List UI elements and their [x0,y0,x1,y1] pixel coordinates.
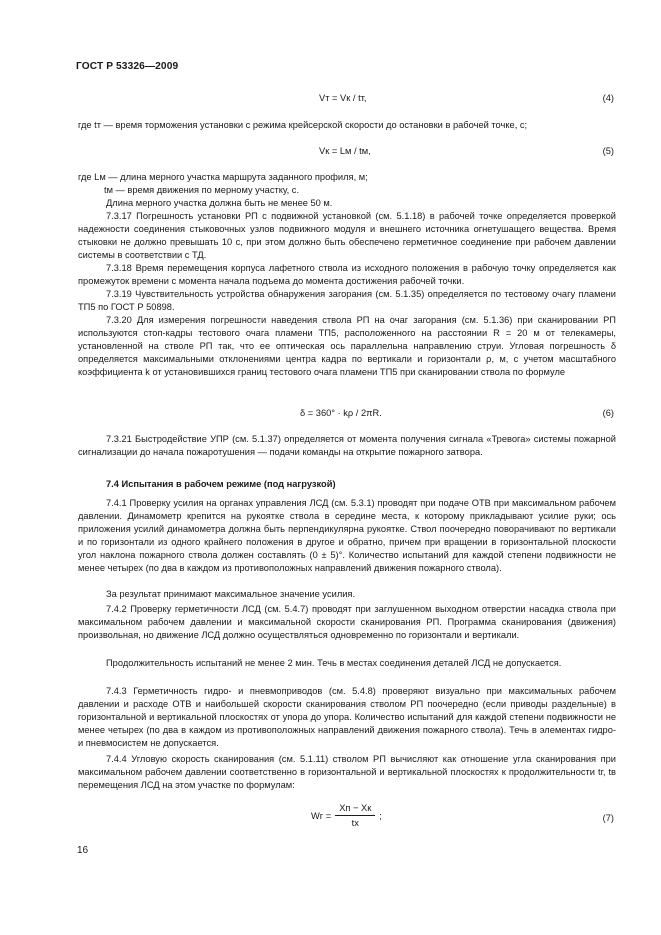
equation-6: δ = 360° · kρ / 2πR. [300,408,382,418]
equation-7-number: (7) [602,813,614,823]
equation-7-lhs: Wг = [311,810,332,821]
section-heading-7-4: 7.4 Испытания в рабочем режиме (под нагрузкой) [106,479,336,489]
equation-4-number: (4) [602,93,614,103]
measured-length-note: Длина мерного участка должна быть не менее 50 м. [106,198,333,208]
equation-7-suffix: ; [379,810,382,821]
duration-note: Продолжительность испытаний не менее 2 мин. Течь в местах соединения деталей ЛСД не допускается. [106,658,562,668]
paragraph-7-3-18: 7.3.18 Время перемещения корпуса лафетного ствола из исходного положения в рабочую точку определяется как промежуток времени с момента начала подъема до момента достижения рабочей точки. [78,263,616,286]
equation-7-denominator: tх [351,818,359,828]
equation-7-fraction [335,801,375,830]
paragraph-7-3-17: 7.3.17 Погрешность установки РП с подвижной установкой (см. 5.1.18) в рабочей точке определяется проверкой надежности соединения стыковочных узлов подвижного модуля и внешнего источника огнетушащего вещества. Время стыковки не должно превышать 10 с, при этом должно быть обеспечено герметичное соединение при рабочем давлении системы в соответствии с ТД. [78,211,616,260]
paragraph-7-4-4: 7.4.4 Угловую скорость сканирования (см. 5.1.11) стволом РП вычисляют как отношение угла сканирования при максимальном рабочем давлении соответственно в горизонтальной и вертикальной плоскостях к продолжительности tг, tв перемещения ЛСД на этом участке по формулам: [78,754,616,790]
equation-4: Vт = Vк / tт, [319,93,367,103]
result-note: За результат принимают максимальное значение усилия. [106,589,356,599]
paragraph-7-4-1: 7.4.1 Проверку усилия на органах управления ЛСД (см. 5.3.1) проводят при подаче ОТВ при максимальном рабочем давлении. Динамометр крепится на рукоятке ствола в середине места, к которому прикладывают усилие руки; ось приложения усилий динамометра должна быть перпендикулярна рукоятке. Ствол поочередно поворачивают по вертикали и по горизонтали из одного крайнего положения в другое и обратно, причем при вращении в горизонтальной плоскости угол наклона пожарного ствола должен составлять (0 ± 5)°. Количество испытаний для каждой степени подвижности не менее четырех (по два в каждом из противоположных направлений движения пожарного ствола). [78,498,616,573]
page-number: 16 [77,845,89,856]
definition-lm: где Lм — длина мерного участка маршрута заданного профиля, м; [78,172,368,182]
document-header: ГОСТ Р 53326—2009 [76,61,179,72]
equation-6-number: (6) [602,408,614,418]
paragraph-7-3-21: 7.3.21 Быстродействие УПР (см. 5.1.37) определяется от момента получения сигнала «Тревога» системы пожарной сигнализации до начала пожаротушения — подачи команды на открытие пожарного затвора. [78,434,616,457]
paragraph-7-4-2: 7.4.2 Проверку герметичности ЛСД (см. 5.4.7) проводят при заглушенном выходном отверстии насадка ствола при максимальном рабочем давлении и максимальной скорости сканирования РП. Программа сканирования (движения) произвольная, но движение ЛСД должно осуществляться одновременно по горизонтали и вертикали. [78,604,616,640]
definition-tt: где tт — время торможения установки с режима крейсерской скорости до остановки в рабочей точке, с; [78,120,528,130]
paragraph-7-3-19: 7.3.19 Чувствительность устройства обнаружения загорания (см. 5.1.35) определяется по тестовому очагу пламени ТП5 по ГОСТ Р 50898. [78,289,616,312]
paragraph-7-3-20: 7.3.20 Для измерения погрешности наведения ствола РП на очаг загорания (см. 5.1.36) при сканировании РП используются стоп-кадры тестового очага пламени ТП5, расположенного на расстоянии R = 20 м от телекамеры, установленной на стволе РП так, что ее оптическая ось параллельна направлению струи. Угловая погрешность δ определяется максимальными отклонениями центра кадра по вертикали и горизонтали ρ, м, с учетом масштабного коэффициента k от установившихся границ тестового очага пламени ТП5 при сканировании ствола по формуле [78,315,616,377]
equation-7 [311,801,382,830]
paragraph-7-4-3: 7.4.3 Герметичность гидро- и пневмоприводов (см. 5.4.8) проверяют визуально при максимальных рабочем давлении и расходе ОТВ и наибольшей скорости сканирования стволом РП поочередно (если приводы раздельные) в горизонтальной и вертикальной плоскостях от упора до упора. Количество испытаний для каждой степени подвижности не менее четырех (по два в каждом из противоположных направлений движения пожарного ствола). Течь в элементах гидро- и пневмосистем не допускается. [78,686,616,748]
equation-7-numerator: Xп − Xк [335,801,375,816]
equation-5: Vк = Lм / tм, [319,146,371,156]
definition-tm: tм — время движения по мерному участку, с. [104,185,300,195]
equation-5-number: (5) [602,146,614,156]
